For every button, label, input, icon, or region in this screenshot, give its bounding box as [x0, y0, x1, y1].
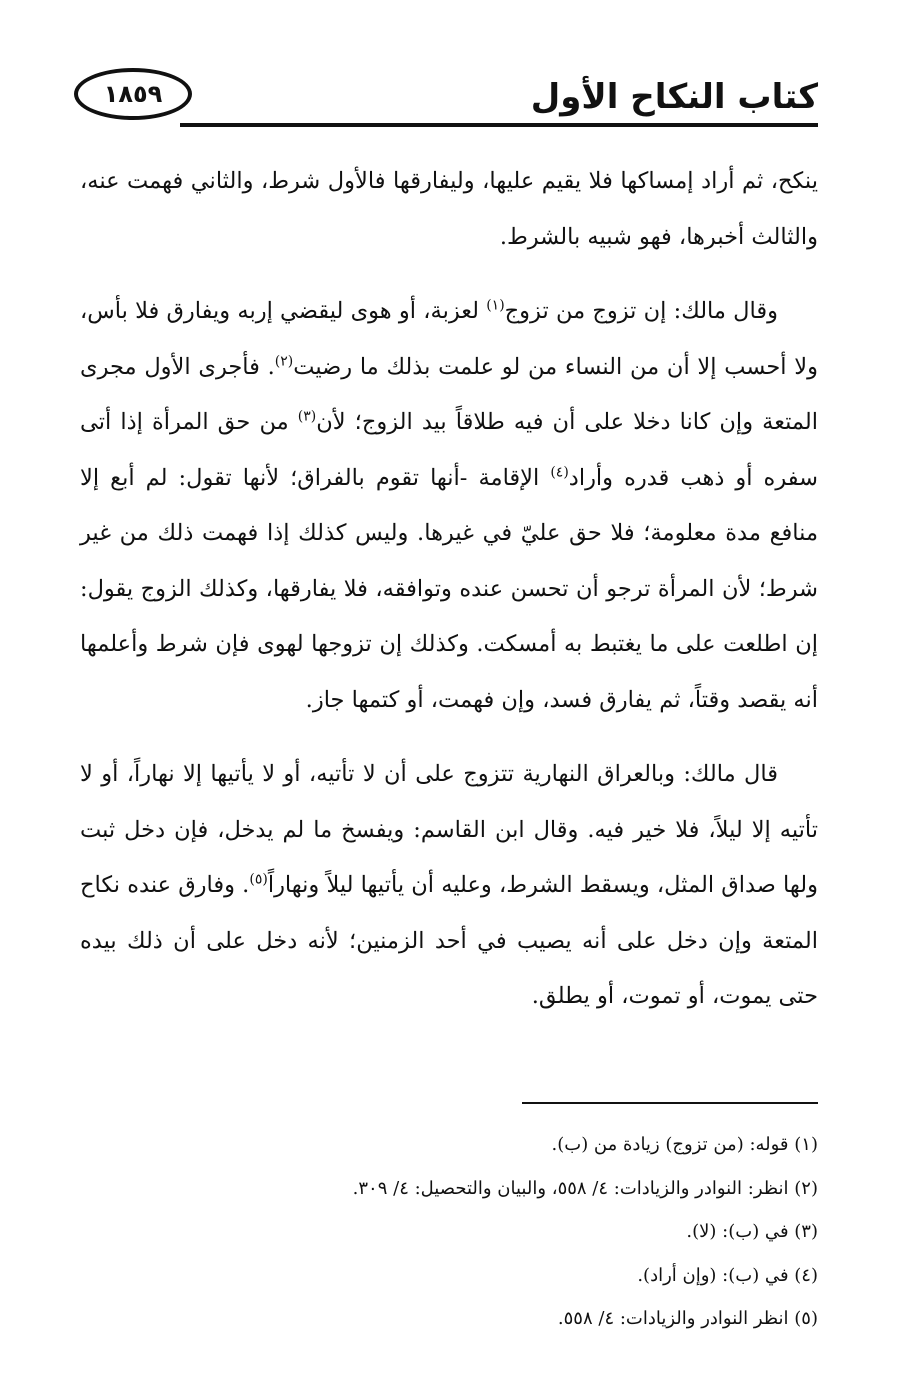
footnotes — [80, 1123, 818, 1341]
paragraph-2-part-b: لعزبة، أو هوى ليقضي إربه ويفارق فلا بأس، ولا أحسب إلا أن من النساء من لو علمت بذلك ما رضيت — [80, 298, 818, 380]
paragraph-1 — [80, 154, 818, 265]
paragraph-2-part-c: . فأجرى الأول مجرى المتعة وإن كانا دخلا على أن فيه طلاقاً بيد الزوج؛ لأن — [80, 353, 818, 435]
footnote-separator — [522, 1102, 818, 1104]
header-rule — [180, 123, 818, 127]
page-number-badge — [74, 68, 192, 120]
paragraph-2-part-d: من حق المرأة إذا أتى سفره أو ذهب قدره وأراد — [80, 409, 818, 491]
paragraph-3-part-b: . وفارق عنده نكاح المتعة وإن دخل على أنه يصيب في أحد الزمنين؛ لأنه دخل على أن ذلك بيده حتى يموت، أو تموت، أو يطلق. — [80, 872, 818, 1009]
chapter-title: كتاب النكاح الأول — [530, 77, 818, 117]
footnote-5: (٥) انظر النوادر والزيادات: ٤/ ٥٥٨. — [557, 1308, 818, 1329]
paragraph-3-part-a: قال مالك: وبالعراق النهارية تتزوج على أن لا تأتيه، أو لا يأتيها إلا نهاراً، أو لا تأتيه إلا ليلاً، فلا خير فيه. وقال ابن القاسم: ويفسخ ما لم يدخل، فإن دخل ثبت ولها صداق المثل، ويسقط الشرط، وعليه أن يأتيها ليلاً ونهاراً — [80, 761, 818, 898]
main-text — [80, 154, 818, 1025]
paragraph-2 — [80, 284, 818, 728]
footnote-4: (٤) في (ب): (وإن أراد). — [637, 1264, 818, 1286]
footnote-ref-1[interactable]: (١) — [486, 297, 505, 314]
footnote-ref-5[interactable]: (٥) — [249, 871, 268, 888]
footnote-ref-3[interactable]: (٣) — [297, 408, 317, 425]
page-number: ١٨٥٩ — [103, 80, 163, 108]
paragraph-1-text: ينكح، ثم أراد إمساكها فلا يقيم عليها، وليفارقها فالأول شرط، والثاني فهمت عنه، والثالث أخبرها، فهو شبيه بالشرط. — [80, 168, 818, 250]
footnote-ref-2[interactable]: (٢) — [274, 353, 294, 369]
footnote-3: (٣) في (ب): (لا). — [686, 1221, 818, 1242]
footnote-1: (١) قوله: (من تزوج) زيادة من (ب). — [551, 1134, 818, 1155]
footnote-2: (٢) انظر: النوادر والزيادات: ٤/ ٥٥٨، والبيان والتحصيل: ٤/ ٣٠٩. — [352, 1177, 818, 1199]
paragraph-2-part-a: وقال مالك: إن تزوج من تزوج — [504, 298, 779, 324]
paragraph-2-part-e: الإقامة -أنها تقوم بالفراق؛ لأنها تقول: لم أبع إلا منافع مدة معلومة؛ فلا حق عليّ في غيرها. وليس كذلك إذا فهمت ذلك من غير شرط؛ لأن المرأة ترجو أن تحسن عنده وتوافقه، فلا يفارقها، وكذلك الزوج يقول: إن اطلعت على ما يغتبط به أمسكت. وكذلك إن تزوجها لهوى فإن شرط وأعلمها أنه يقصد وقتاً، ثم يفارق فسد، وإن فهمت، أو كتمها جاز. — [80, 464, 818, 713]
paragraph-3 — [80, 747, 818, 1025]
footnote-ref-4[interactable]: (٤) — [550, 464, 569, 480]
